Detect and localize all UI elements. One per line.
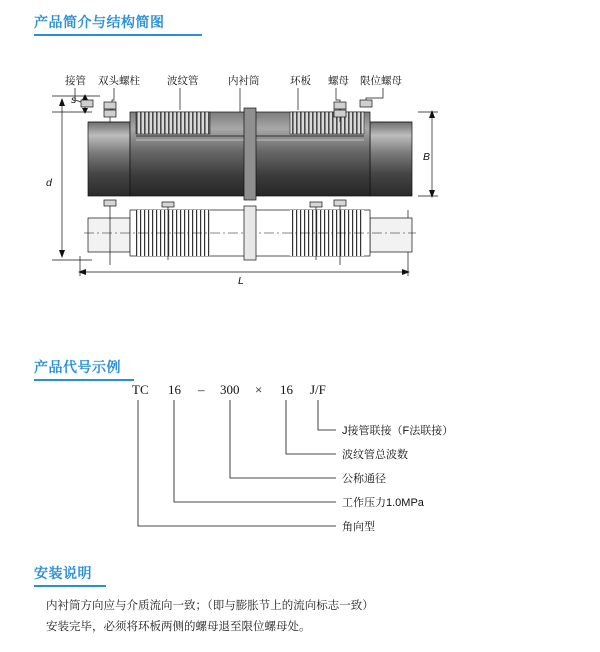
callout-label-2: 波纹管 [167, 75, 199, 87]
installation-notes [46, 598, 566, 640]
code-tokens [132, 382, 326, 397]
code-token-0: TC [132, 382, 149, 397]
installation-note-1: 安装完毕，必须将环板两侧的螺母退至限位螺母处。 [46, 621, 311, 633]
callout-label-0: 接管 [65, 75, 86, 87]
code-descriptions [342, 423, 453, 533]
code-description-2: 公称通径 [342, 473, 386, 485]
callout-label-6: 限位螺母 [360, 75, 402, 87]
section-title-introduction: 产品简介与结构简图 [34, 12, 202, 32]
callout-labels [65, 74, 402, 87]
code-token-6: J/F [310, 382, 326, 397]
section-title-product-code: 产品代号示例 [34, 357, 134, 377]
dimension-s: s [71, 94, 77, 106]
dimension-d: d [46, 177, 52, 189]
code-description-1: 波纹管总波数 [342, 449, 408, 461]
code-description-4: 角向型 [342, 521, 375, 533]
callout-label-5: 螺母 [328, 75, 349, 87]
lower-elevation-view [84, 200, 416, 265]
callout-label-3: 内衬筒 [228, 75, 260, 87]
callout-label-4: 环板 [290, 75, 311, 87]
installation-note-0: 内衬筒方向应与介质流向一致；（即与膨胀节上的流向标志一致） [46, 600, 374, 612]
structure-diagram [40, 60, 560, 290]
dimension-L: L [238, 275, 244, 287]
code-token-3: 300 [220, 382, 240, 397]
callout-label-1: 双头螺柱 [98, 75, 140, 87]
code-token-5: 16 [280, 382, 293, 397]
product-code-diagram [40, 378, 560, 543]
dimension-B: B [423, 151, 431, 163]
code-token-4: × [255, 382, 263, 397]
section-title-installation: 安装说明 [34, 563, 106, 583]
code-leader-lines [138, 400, 336, 526]
code-token-2: – [198, 382, 205, 397]
code-token-1: 16 [168, 382, 181, 397]
code-description-3: 工作压力1.0MPa [342, 497, 424, 509]
upper-section-view [81, 100, 412, 200]
code-description-0: J接管联接（F法联接） [342, 425, 454, 437]
